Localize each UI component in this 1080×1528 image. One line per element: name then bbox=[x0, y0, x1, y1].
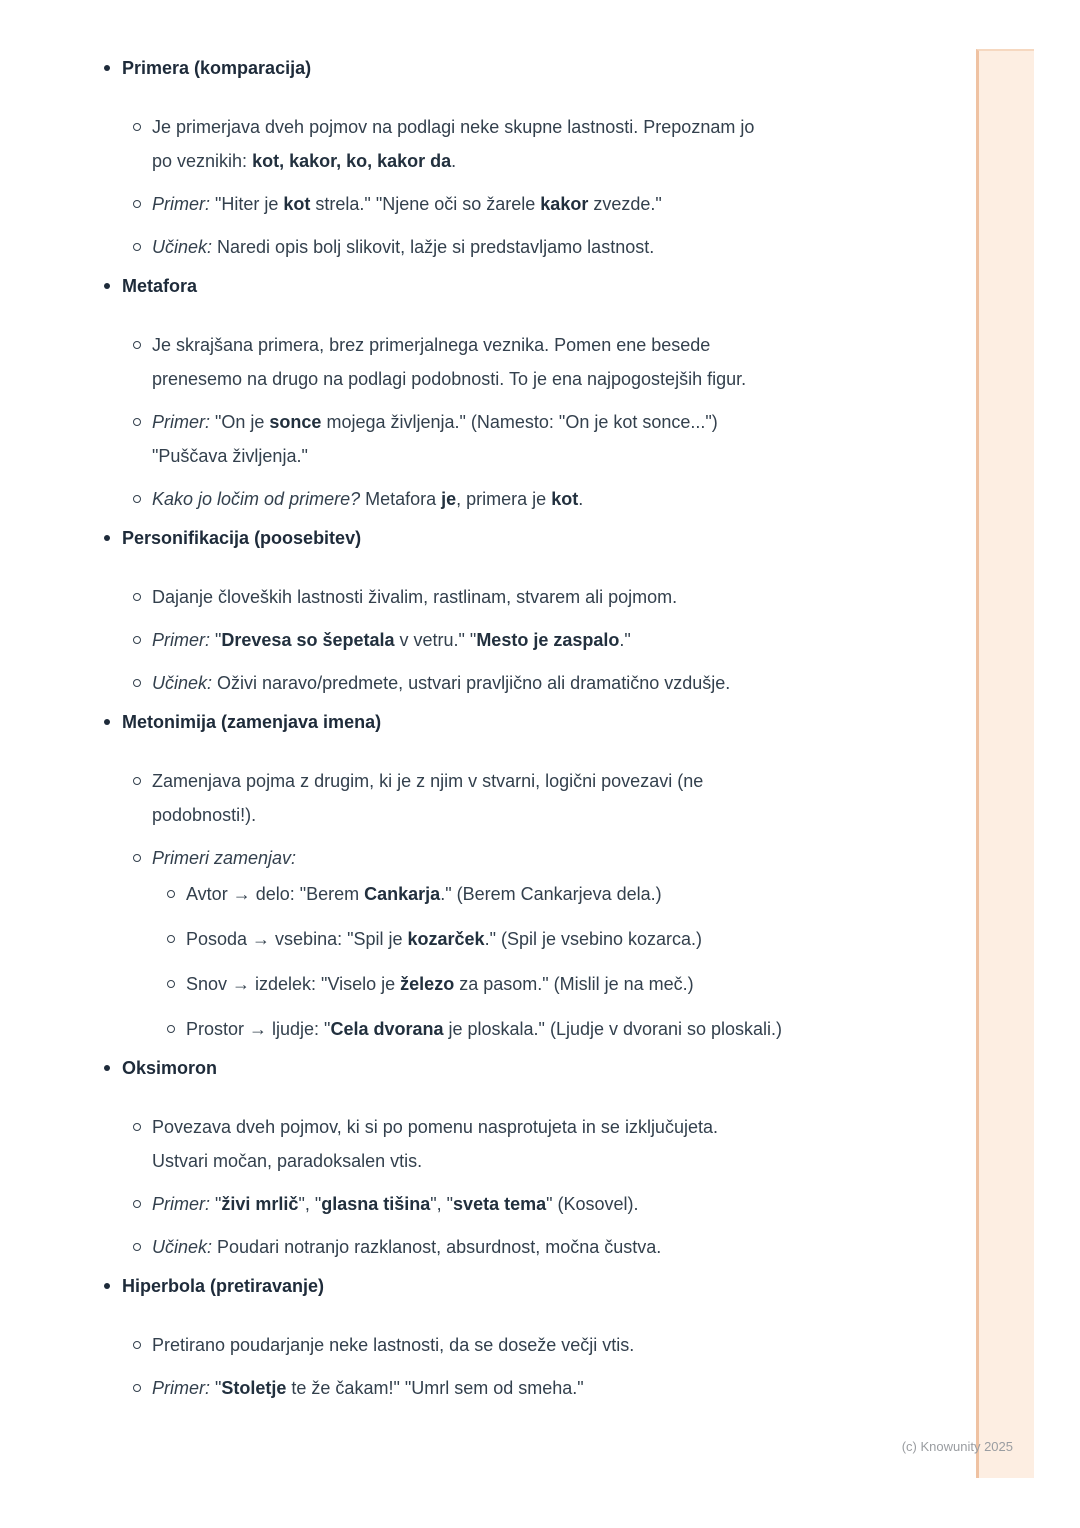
text-segment: Je skrajšana primera, brez primerjalnega veznika. Pomen ene besede bbox=[152, 335, 711, 355]
note-text bbox=[152, 841, 296, 875]
bullet-icon bbox=[104, 65, 110, 71]
text-segment: mojega življenja." (Namesto: "On je kot sonce...") bbox=[321, 412, 718, 432]
note-item bbox=[0, 230, 975, 264]
text-segment: ." (Spil je vsebino kozarca.) bbox=[484, 929, 703, 949]
note-text bbox=[186, 922, 702, 956]
text-segment: Ustvari močan, paradoksalen vtis. bbox=[152, 1151, 423, 1171]
circle-bullet-icon bbox=[133, 1200, 141, 1208]
circle-bullet-icon bbox=[133, 636, 141, 644]
section-heading bbox=[0, 276, 975, 296]
circle-bullet-icon bbox=[133, 243, 141, 251]
section-title: Hiperbola (pretiravanje) bbox=[122, 1276, 325, 1296]
circle-bullet-icon bbox=[167, 935, 175, 943]
text-segment: ", " bbox=[298, 1194, 322, 1214]
text-segment: Poudari notranjo razklanost, absurdnost, močna čustva. bbox=[212, 1237, 662, 1257]
text-segment: Cela dvorana bbox=[330, 1019, 444, 1039]
section-items bbox=[0, 764, 975, 1046]
circle-bullet-icon bbox=[133, 593, 141, 601]
section-items bbox=[0, 1110, 975, 1264]
note-item bbox=[0, 666, 975, 700]
note-item bbox=[0, 1110, 975, 1178]
section-items bbox=[0, 1328, 975, 1405]
text-segment: kot, kakor, ko, kakor da bbox=[252, 151, 452, 171]
circle-bullet-icon bbox=[133, 1384, 141, 1392]
note-item bbox=[0, 482, 975, 516]
note-item bbox=[0, 1230, 975, 1264]
text-segment: prenesemo na drugo na podlagi podobnosti. To je ena najpogostejših figur. bbox=[152, 369, 747, 389]
note-item bbox=[0, 110, 975, 178]
text-segment: te že čakam!" "Umrl sem od smeha." bbox=[286, 1378, 584, 1398]
section-heading bbox=[0, 1058, 975, 1078]
text-segment: kakor bbox=[540, 194, 589, 214]
text-segment: , primera je bbox=[456, 489, 552, 509]
note-item bbox=[0, 623, 975, 657]
text-line bbox=[152, 666, 730, 700]
text-line bbox=[152, 1230, 661, 1264]
text-segment: "Hiter je bbox=[210, 194, 284, 214]
text-segment: Primer: bbox=[152, 412, 210, 432]
circle-bullet-icon bbox=[133, 495, 141, 503]
section-heading bbox=[0, 712, 975, 732]
page-edge-stripe bbox=[976, 49, 1034, 1478]
sub-note-item bbox=[0, 1012, 975, 1046]
text-segment: sveta tema bbox=[453, 1194, 547, 1214]
text-segment: Pretirano poudarjanje neke lastnosti, da se doseže večji vtis. bbox=[152, 1335, 635, 1355]
text-line bbox=[152, 187, 662, 221]
note-text bbox=[186, 877, 662, 911]
text-segment: " bbox=[210, 1194, 222, 1214]
text-segment: ." (Berem Cankarjeva dela.) bbox=[440, 884, 662, 904]
section-title: Personifikacija (poosebitev) bbox=[122, 528, 362, 548]
section-heading bbox=[0, 1276, 975, 1296]
text-segment: Primer: bbox=[152, 194, 210, 214]
note-item bbox=[0, 405, 975, 473]
note-text bbox=[152, 1230, 661, 1264]
text-segment: strela." "Njene oči so žarele bbox=[310, 194, 541, 214]
note-item bbox=[0, 841, 975, 875]
text-segment: Avtor → delo: "Berem bbox=[186, 884, 365, 904]
section-heading bbox=[0, 528, 975, 548]
bullet-icon bbox=[104, 1065, 110, 1071]
text-segment: Drevesa so šepetala bbox=[221, 630, 395, 650]
circle-bullet-icon bbox=[167, 1025, 175, 1033]
text-segment: Metafora bbox=[360, 489, 442, 509]
note-text bbox=[152, 110, 754, 178]
text-segment: zvezde." bbox=[588, 194, 662, 214]
text-segment: sonce bbox=[269, 412, 322, 432]
text-segment: Primer: bbox=[152, 1194, 210, 1214]
circle-bullet-icon bbox=[133, 418, 141, 426]
note-item bbox=[0, 580, 975, 614]
text-segment: "Puščava življenja." bbox=[152, 446, 308, 466]
circle-bullet-icon bbox=[133, 341, 141, 349]
section-items bbox=[0, 328, 975, 516]
text-segment: podobnosti!). bbox=[152, 805, 257, 825]
section-title: Metonimija (zamenjava imena) bbox=[122, 712, 382, 732]
text-segment: Povezava dveh pojmov, ki si po pomenu nasprotujeta in se izključujeta. bbox=[152, 1117, 718, 1137]
text-segment: Učinek: bbox=[152, 1237, 213, 1257]
text-segment: ", " bbox=[430, 1194, 454, 1214]
text-segment: Zamenjava pojma z drugim, ki je z njim v stvarni, logični povezavi (ne bbox=[152, 771, 704, 791]
note-text bbox=[152, 1371, 584, 1405]
figure-section bbox=[0, 712, 975, 1046]
note-text bbox=[186, 967, 694, 1001]
section-title: Metafora bbox=[122, 276, 198, 296]
circle-bullet-icon bbox=[133, 679, 141, 687]
text-line bbox=[152, 1371, 584, 1405]
note-text bbox=[152, 666, 730, 700]
text-segment: glasna tišina bbox=[321, 1194, 431, 1214]
circle-bullet-icon bbox=[167, 980, 175, 988]
figure-section bbox=[0, 1058, 975, 1264]
sub-note-item bbox=[0, 967, 975, 1001]
text-line bbox=[152, 482, 583, 516]
note-text bbox=[152, 764, 703, 832]
sub-note-item bbox=[0, 877, 975, 911]
text-line bbox=[186, 922, 702, 956]
text-line bbox=[152, 328, 746, 362]
circle-bullet-icon bbox=[167, 890, 175, 898]
text-line bbox=[152, 1144, 718, 1178]
text-segment: Oživi naravo/predmete, ustvari pravljično ali dramatično vzdušje. bbox=[212, 673, 731, 693]
circle-bullet-icon bbox=[133, 777, 141, 785]
note-text bbox=[152, 1187, 639, 1221]
text-segment: Je primerjava dveh pojmov na podlagi neke skupne lastnosti. Prepoznam jo bbox=[152, 117, 755, 137]
text-line bbox=[152, 439, 718, 473]
note-item bbox=[0, 187, 975, 221]
text-segment: Primer: bbox=[152, 1378, 210, 1398]
text-line bbox=[152, 580, 677, 614]
text-segment: po veznikih: bbox=[152, 151, 253, 171]
text-segment: za pasom." (Mislil je na meč.) bbox=[454, 974, 694, 994]
note-text bbox=[152, 405, 718, 473]
text-segment: ." bbox=[619, 630, 631, 650]
text-segment: Učinek: bbox=[152, 673, 213, 693]
text-segment: " bbox=[210, 630, 222, 650]
circle-bullet-icon bbox=[133, 1243, 141, 1251]
text-line bbox=[152, 1110, 718, 1144]
text-segment: kot bbox=[551, 489, 579, 509]
note-text bbox=[186, 1012, 782, 1046]
text-segment: Dajanje človeških lastnosti živalim, rastlinam, stvarem ali pojmom. bbox=[152, 587, 678, 607]
note-text bbox=[152, 482, 583, 516]
text-line bbox=[152, 1187, 639, 1221]
circle-bullet-icon bbox=[133, 1341, 141, 1349]
copyright-watermark: (c) Knowunity 2025 bbox=[901, 1439, 1013, 1454]
text-segment: . bbox=[451, 151, 457, 171]
text-segment: " bbox=[210, 1378, 222, 1398]
text-line bbox=[152, 362, 746, 396]
text-segment: železo bbox=[400, 974, 455, 994]
text-segment: Cankarja bbox=[364, 884, 441, 904]
section-items bbox=[0, 580, 975, 700]
sub-note-item bbox=[0, 922, 975, 956]
bullet-icon bbox=[104, 719, 110, 725]
note-item bbox=[0, 1371, 975, 1405]
text-segment: Posoda → vsebina: "Spil je bbox=[186, 929, 408, 949]
note-text bbox=[152, 187, 662, 221]
text-line bbox=[152, 144, 754, 178]
text-line bbox=[186, 1012, 782, 1046]
bullet-icon bbox=[104, 535, 110, 541]
text-segment: Mesto je zaspalo bbox=[476, 630, 620, 650]
note-text bbox=[152, 623, 631, 657]
text-line bbox=[186, 877, 662, 911]
note-text bbox=[152, 1110, 718, 1178]
text-segment: Primer: bbox=[152, 630, 210, 650]
note-text bbox=[152, 1328, 634, 1362]
text-segment: Stoletje bbox=[221, 1378, 287, 1398]
text-line bbox=[152, 405, 718, 439]
circle-bullet-icon bbox=[133, 200, 141, 208]
text-segment: kot bbox=[283, 194, 311, 214]
note-item bbox=[0, 1328, 975, 1362]
text-segment: Prostor → ljudje: " bbox=[186, 1019, 331, 1039]
text-segment: v vetru." " bbox=[394, 630, 477, 650]
text-segment: živi mrlič bbox=[221, 1194, 299, 1214]
section-title: Primera (komparacija) bbox=[122, 58, 312, 78]
text-segment: je ploskala." (Ljudje v dvorani so ploskali.) bbox=[443, 1019, 783, 1039]
bullet-icon bbox=[104, 283, 110, 289]
text-line bbox=[152, 798, 703, 832]
section-heading bbox=[0, 58, 975, 78]
text-segment: . bbox=[578, 489, 584, 509]
section-title: Oksimoron bbox=[122, 1058, 218, 1078]
note-item bbox=[0, 1187, 975, 1221]
text-line bbox=[186, 967, 694, 1001]
text-segment: je bbox=[441, 489, 457, 509]
circle-bullet-icon bbox=[133, 123, 141, 131]
figure-section bbox=[0, 58, 975, 264]
note-text bbox=[152, 230, 654, 264]
text-line bbox=[152, 110, 754, 144]
text-segment: Naredi opis bolj slikovit, lažje si predstavljamo lastnost. bbox=[212, 237, 655, 257]
text-segment: Snov → izdelek: "Viselo je bbox=[186, 974, 401, 994]
figure-section bbox=[0, 276, 975, 516]
text-line bbox=[152, 623, 631, 657]
text-line bbox=[152, 841, 296, 875]
text-line bbox=[152, 764, 703, 798]
bullet-icon bbox=[104, 1283, 110, 1289]
figure-section bbox=[0, 1276, 975, 1405]
text-segment: kozarček bbox=[407, 929, 485, 949]
text-segment: Učinek: bbox=[152, 237, 213, 257]
note-item bbox=[0, 328, 975, 396]
figure-section bbox=[0, 528, 975, 700]
note-text bbox=[152, 328, 746, 396]
circle-bullet-icon bbox=[133, 1123, 141, 1131]
text-line bbox=[152, 1328, 634, 1362]
note-text bbox=[152, 580, 677, 614]
circle-bullet-icon bbox=[133, 854, 141, 862]
text-segment: " (Kosovel). bbox=[546, 1194, 639, 1214]
text-segment: Kako jo ločim od primere? bbox=[152, 489, 361, 509]
note-item bbox=[0, 764, 975, 832]
section-items bbox=[0, 110, 975, 264]
text-segment: Primeri zamenjav: bbox=[152, 848, 297, 868]
text-segment: "On je bbox=[210, 412, 270, 432]
text-line bbox=[152, 230, 654, 264]
